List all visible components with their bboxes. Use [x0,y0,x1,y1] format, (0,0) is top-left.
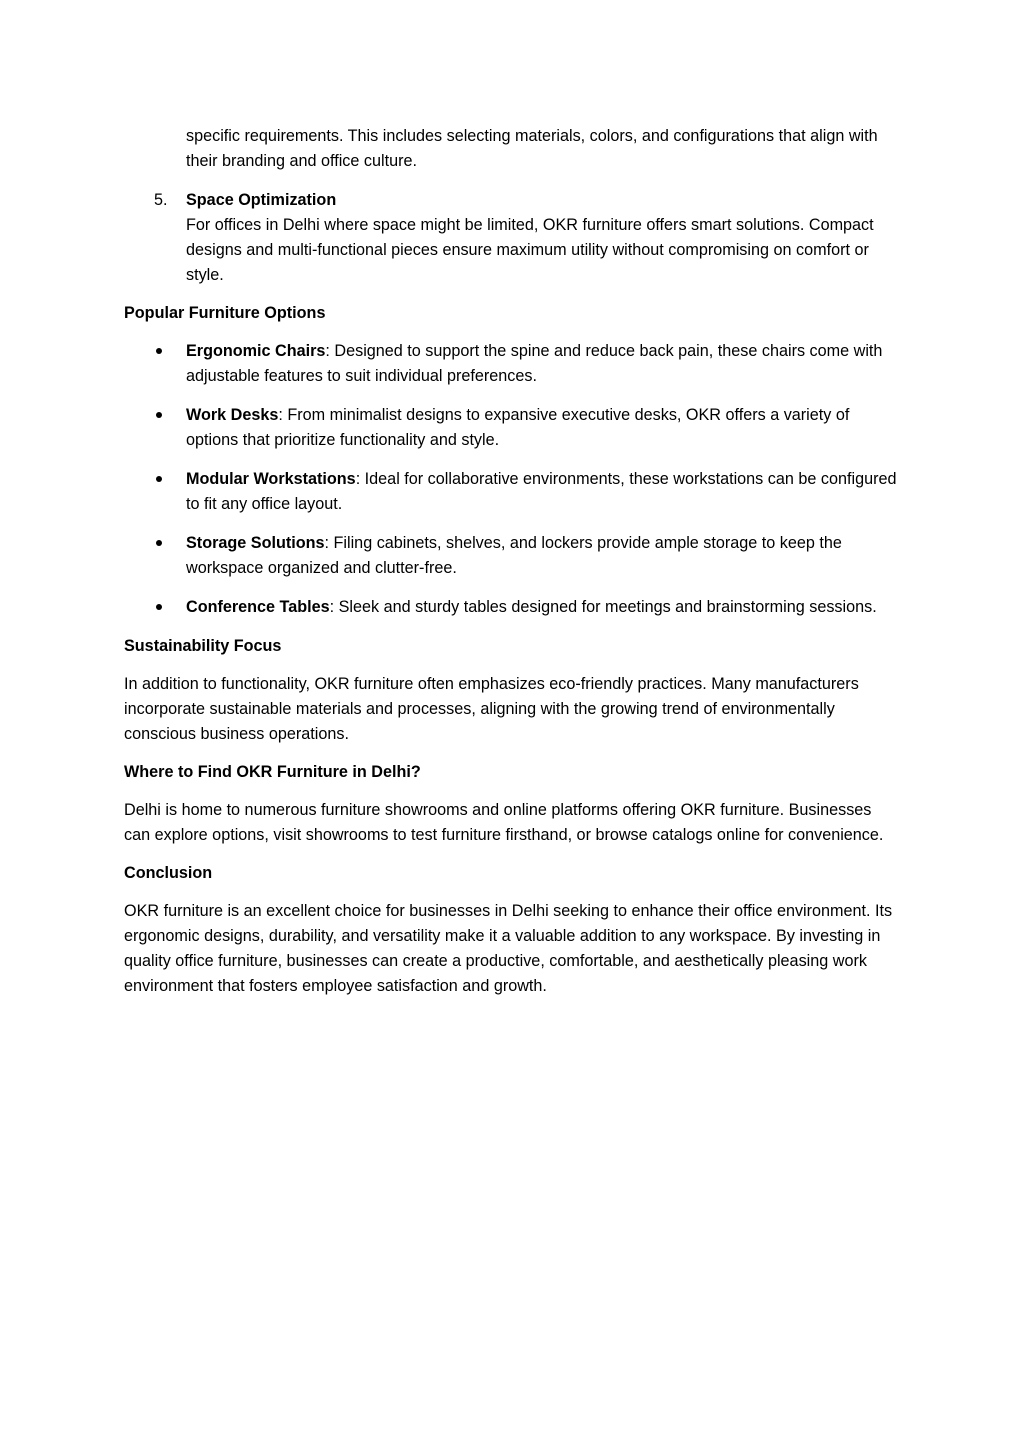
heading-popular-furniture: Popular Furniture Options [124,304,326,322]
continuation-paragraph: specific requirements. This includes selecting materials, colors, and configurations that align with their branding and office culture. [186,127,878,170]
bullet-icon [156,348,162,354]
bullet-icon [156,604,162,610]
bullet-icon [156,540,162,546]
numbered-item-text: For offices in Delhi where space might be limited, OKR furniture offers smart solutions. Compact designs and multi-functional pieces ensure maximum utility without compromising on comfort or style. [186,216,874,284]
heading-conclusion: Conclusion [124,864,213,882]
item-desc: : Sleek and sturdy tables designed for meetings and brainstorming sessions. [329,598,877,616]
item-term: Modular Workstations [186,470,356,488]
heading-sustainability: Sustainability Focus [124,637,282,655]
numbered-item-space-optimization [124,188,899,288]
list-item [124,531,899,581]
conclusion-paragraph: OKR furniture is an excellent choice for businesses in Delhi seeking to enhance their office environment. Its ergonomic designs, durability, and versatility make it a valuable addition to any workspace. By investing in quality office furniture, businesses can create a productive, comfortable, and aesthetically pleasing work environment that fosters employee satisfaction and growth. [124,902,893,995]
bullet-icon [156,476,162,482]
item-term: Conference Tables [186,598,330,616]
heading-where-to-find: Where to Find OKR Furniture in Delhi? [124,763,421,781]
bullet-icon [156,412,162,418]
item-desc: : From minimalist designs to expansive executive desks, OKR offers a variety of options that prioritize functionality and style. [186,406,850,449]
item-desc: : Designed to support the spine and reduce back pain, these chairs come with adjustable features to suit individual preferences. [186,342,883,385]
sustainability-paragraph: In addition to functionality, OKR furniture often emphasizes eco-friendly practices. Many manufacturers incorporate sustainable materials and processes, aligning with the growing trend of environmentally conscious business operations. [124,675,859,743]
list-number: 5. [154,191,168,209]
item-term: Storage Solutions [186,534,325,552]
list-item [124,339,899,389]
list-item [124,467,899,517]
item-term: Work Desks [186,406,279,424]
numbered-item-title: Space Optimization [186,191,337,209]
item-desc: : Ideal for collaborative environments, these workstations can be configured to fit any office layout. [186,470,897,513]
where-paragraph: Delhi is home to numerous furniture showrooms and online platforms offering OKR furniture. Businesses can explore options, visit showrooms to test furniture firsthand, or browse catalogs online for convenience. [124,801,884,844]
item-term: Ergonomic Chairs [186,342,326,360]
list-item [124,595,899,620]
list-item [124,403,899,453]
furniture-options-list [124,339,899,620]
document-page [124,124,899,1012]
item-desc: : Filing cabinets, shelves, and lockers provide ample storage to keep the workspace organized and clutter-free. [186,534,842,577]
